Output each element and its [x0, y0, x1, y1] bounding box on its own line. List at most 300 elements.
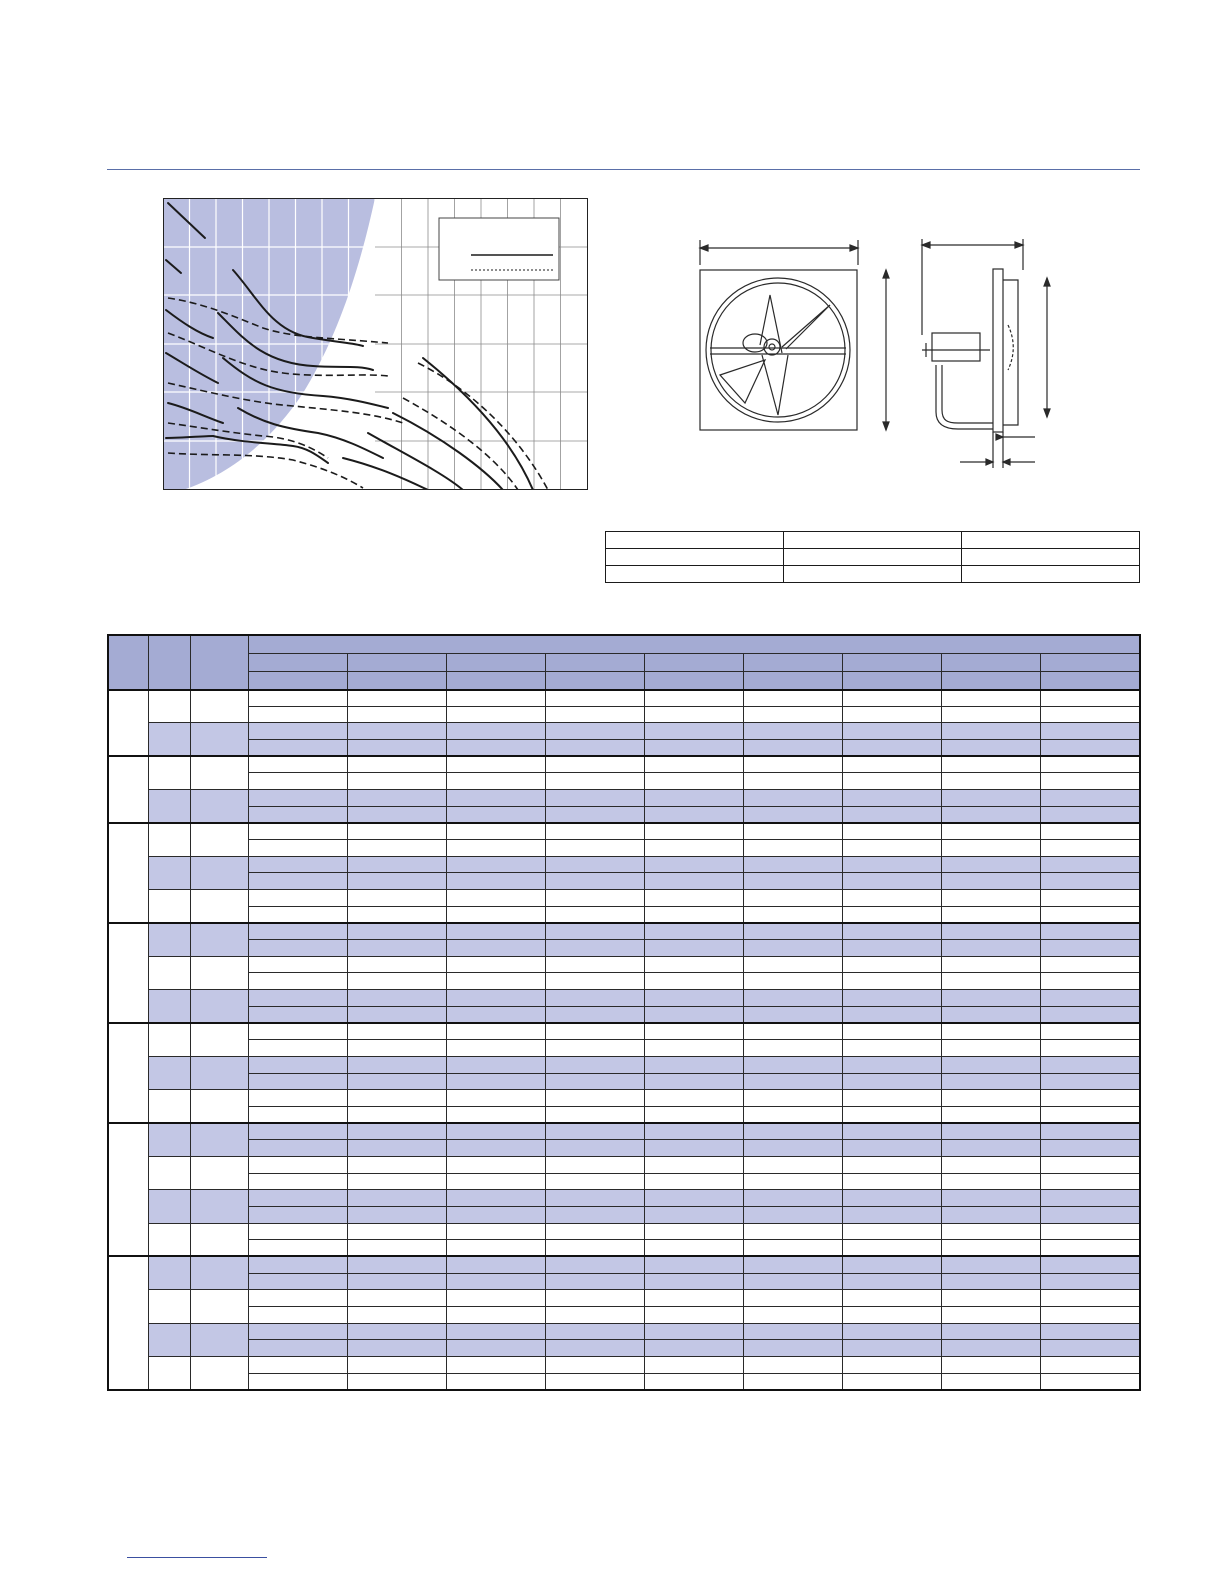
table-cell — [743, 890, 842, 907]
table-cell — [743, 973, 842, 990]
table-cell — [347, 1273, 446, 1290]
subgroup-cell — [148, 690, 190, 723]
table-cell — [446, 856, 545, 873]
table-cell — [347, 1040, 446, 1057]
table-cell — [1040, 906, 1140, 923]
table-cell — [743, 806, 842, 823]
table-cell — [941, 1040, 1040, 1057]
table-cell — [446, 1040, 545, 1057]
table-row — [108, 1256, 1140, 1273]
table-cell — [941, 773, 1040, 790]
subgroup-cell — [148, 1023, 190, 1056]
table-cell — [1040, 740, 1140, 757]
table-header-row — [108, 653, 1140, 671]
table-cell — [941, 1173, 1040, 1190]
table-cell — [446, 1356, 545, 1373]
table-cell — [842, 1323, 941, 1340]
front-view-drawing — [700, 240, 889, 430]
table-cell — [842, 1340, 941, 1357]
table-row — [108, 856, 1140, 873]
table-cell — [743, 1340, 842, 1357]
table-cell — [941, 1140, 1040, 1157]
table-cell — [446, 890, 545, 907]
group-cell — [108, 1023, 148, 1123]
table-row — [108, 1056, 1140, 1073]
table-cell — [347, 756, 446, 773]
table-cell — [941, 840, 1040, 857]
header-cell — [1040, 653, 1140, 671]
table-cell — [545, 906, 644, 923]
table-cell — [545, 1190, 644, 1207]
table-cell — [842, 1190, 941, 1207]
table-cell — [1040, 1323, 1140, 1340]
table-row — [108, 706, 1140, 723]
table-cell — [248, 956, 347, 973]
subgroup-cell — [190, 1190, 248, 1223]
table-cell — [545, 723, 644, 740]
table-cell — [248, 1290, 347, 1307]
table-cell — [446, 873, 545, 890]
table-row — [108, 1073, 1140, 1090]
table-cell — [347, 1356, 446, 1373]
table-cell — [743, 1140, 842, 1157]
table-cell — [842, 956, 941, 973]
table-cell — [248, 1140, 347, 1157]
header-cell — [743, 671, 842, 689]
table-row — [108, 1040, 1140, 1057]
table-cell — [743, 1240, 842, 1257]
table-cell — [644, 1240, 743, 1257]
table-cell — [842, 773, 941, 790]
table-cell — [248, 823, 347, 840]
table-cell — [1040, 1073, 1140, 1090]
table-cell — [842, 706, 941, 723]
table-cell — [842, 1306, 941, 1323]
table-cell — [842, 1140, 941, 1157]
header-cell — [347, 653, 446, 671]
table-row — [108, 823, 1140, 840]
table-cell — [842, 840, 941, 857]
table-cell — [1040, 823, 1140, 840]
table-cell — [1040, 1206, 1140, 1223]
table-cell — [962, 566, 1140, 583]
table-cell — [842, 1206, 941, 1223]
table-cell — [347, 1173, 446, 1190]
table-cell — [1040, 1140, 1140, 1157]
group-cell — [108, 756, 148, 823]
table-cell — [545, 1123, 644, 1140]
subgroup-cell — [148, 1123, 190, 1156]
table-cell — [842, 1023, 941, 1040]
table-row — [108, 690, 1140, 707]
subgroup-cell — [190, 856, 248, 889]
table-row — [108, 973, 1140, 990]
header-cell — [545, 671, 644, 689]
table-cell — [347, 856, 446, 873]
table-cell — [644, 690, 743, 707]
table-cell — [347, 1023, 446, 1040]
table-cell — [545, 990, 644, 1007]
table-cell — [743, 790, 842, 807]
table-cell — [248, 690, 347, 707]
table-cell — [1040, 1190, 1140, 1207]
table-cell — [784, 532, 962, 549]
table-cell — [644, 756, 743, 773]
subgroup-cell — [190, 790, 248, 823]
table-cell — [248, 890, 347, 907]
header-cell — [1040, 671, 1140, 689]
subgroup-cell — [148, 1056, 190, 1089]
table-cell — [743, 1306, 842, 1323]
table-cell — [248, 873, 347, 890]
table-cell — [743, 1023, 842, 1040]
table-cell — [644, 1156, 743, 1173]
table-cell — [941, 1240, 1040, 1257]
table-cell — [248, 723, 347, 740]
table-cell — [347, 1056, 446, 1073]
dimensions-table-row — [606, 532, 1140, 549]
table-cell — [545, 956, 644, 973]
group-cell — [108, 1256, 148, 1390]
subgroup-cell — [148, 990, 190, 1023]
table-cell — [743, 1056, 842, 1073]
table-cell — [446, 1240, 545, 1257]
table-cell — [941, 990, 1040, 1007]
table-cell — [248, 1256, 347, 1273]
table-row — [108, 906, 1140, 923]
header-cell — [446, 653, 545, 671]
table-cell — [743, 706, 842, 723]
table-cell — [743, 1356, 842, 1373]
table-cell — [941, 1306, 1040, 1323]
table-cell — [248, 1040, 347, 1057]
table-cell — [545, 1340, 644, 1357]
header-cell — [743, 653, 842, 671]
table-cell — [743, 1123, 842, 1140]
dimensions-table — [605, 531, 1140, 583]
table-cell — [941, 1256, 1040, 1273]
table-cell — [941, 1373, 1040, 1390]
table-row — [108, 1290, 1140, 1307]
header-cell — [148, 635, 190, 690]
table-cell — [1040, 1090, 1140, 1107]
table-row — [108, 723, 1140, 740]
table-cell — [248, 940, 347, 957]
table-cell — [743, 856, 842, 873]
table-cell — [446, 956, 545, 973]
table-cell — [1040, 1056, 1140, 1073]
table-cell — [545, 1173, 644, 1190]
table-cell — [842, 1106, 941, 1123]
subgroup-cell — [190, 1023, 248, 1056]
subgroup-cell — [148, 1090, 190, 1123]
table-cell — [941, 1206, 1040, 1223]
table-cell — [644, 1190, 743, 1207]
subgroup-cell — [148, 1190, 190, 1223]
subgroup-cell — [190, 723, 248, 756]
table-cell — [248, 1156, 347, 1173]
table-cell — [743, 1323, 842, 1340]
table-cell — [446, 973, 545, 990]
group-cell — [108, 690, 148, 757]
table-cell — [941, 823, 1040, 840]
table-cell — [545, 1240, 644, 1257]
table-cell — [446, 1156, 545, 1173]
table-cell — [1040, 773, 1140, 790]
table-cell — [743, 1173, 842, 1190]
table-cell — [644, 1123, 743, 1140]
group-cell — [108, 823, 148, 923]
table-cell — [743, 873, 842, 890]
footer-rule — [127, 1557, 267, 1558]
table-row — [108, 1173, 1140, 1190]
subgroup-cell — [148, 890, 190, 923]
header-cell — [941, 671, 1040, 689]
table-cell — [784, 566, 962, 583]
table-cell — [1040, 1173, 1140, 1190]
table-cell — [941, 906, 1040, 923]
table-row — [108, 1240, 1140, 1257]
table-row — [108, 1356, 1140, 1373]
table-cell — [941, 1190, 1040, 1207]
table-cell — [347, 773, 446, 790]
table-cell — [842, 906, 941, 923]
table-cell — [545, 973, 644, 990]
table-cell — [1040, 1290, 1140, 1307]
table-cell — [347, 806, 446, 823]
subgroup-cell — [148, 856, 190, 889]
table-cell — [248, 773, 347, 790]
table-cell — [644, 790, 743, 807]
table-row — [108, 1123, 1140, 1140]
table-cell — [842, 823, 941, 840]
table-cell — [842, 1290, 941, 1307]
table-cell — [248, 906, 347, 923]
table-cell — [347, 1190, 446, 1207]
table-cell — [743, 1206, 842, 1223]
table-cell — [941, 956, 1040, 973]
table-cell — [842, 756, 941, 773]
table-cell — [446, 1106, 545, 1123]
table-cell — [1040, 1156, 1140, 1173]
table-cell — [1040, 923, 1140, 940]
table-cell — [644, 1290, 743, 1307]
table-cell — [347, 1290, 446, 1307]
table-cell — [644, 1040, 743, 1057]
table-cell — [545, 806, 644, 823]
table-cell — [248, 756, 347, 773]
table-cell — [1040, 1256, 1140, 1273]
table-cell — [248, 990, 347, 1007]
table-cell — [941, 1073, 1040, 1090]
table-cell — [347, 1006, 446, 1023]
table-cell — [644, 1140, 743, 1157]
table-cell — [644, 1340, 743, 1357]
table-cell — [446, 690, 545, 707]
table-cell — [446, 1140, 545, 1157]
subgroup-cell — [190, 823, 248, 856]
table-cell — [347, 1256, 446, 1273]
table-cell — [446, 1306, 545, 1323]
table-cell — [743, 1090, 842, 1107]
table-cell — [446, 773, 545, 790]
table-cell — [347, 1206, 446, 1223]
table-cell — [644, 840, 743, 857]
subgroup-cell — [190, 1290, 248, 1323]
table-cell — [743, 756, 842, 773]
group-cell — [108, 1123, 148, 1256]
table-cell — [842, 1040, 941, 1057]
table-cell — [644, 1006, 743, 1023]
table-cell — [545, 1306, 644, 1323]
table-cell — [644, 1223, 743, 1240]
table-cell — [644, 773, 743, 790]
table-cell — [743, 840, 842, 857]
table-cell — [347, 706, 446, 723]
table-cell — [743, 990, 842, 1007]
table-cell — [446, 1273, 545, 1290]
table-cell — [941, 940, 1040, 957]
table-cell — [743, 956, 842, 973]
table-cell — [446, 1290, 545, 1307]
table-cell — [842, 723, 941, 740]
table-cell — [545, 690, 644, 707]
table-row — [108, 1223, 1140, 1240]
table-cell — [842, 1240, 941, 1257]
table-cell — [941, 1340, 1040, 1357]
subgroup-cell — [148, 1156, 190, 1189]
header-cell — [248, 635, 1140, 653]
subgroup-cell — [148, 1290, 190, 1323]
table-cell — [347, 940, 446, 957]
table-cell — [1040, 956, 1140, 973]
side-view-drawing — [922, 239, 1050, 468]
table-cell — [743, 1073, 842, 1090]
table-cell — [1040, 940, 1140, 957]
table-cell — [347, 1156, 446, 1173]
table-cell — [842, 1073, 941, 1090]
table-cell — [1040, 756, 1140, 773]
table-cell — [545, 1040, 644, 1057]
table-cell — [248, 1273, 347, 1290]
table-row — [108, 1090, 1140, 1107]
table-cell — [644, 890, 743, 907]
table-cell — [446, 1056, 545, 1073]
table-cell — [842, 873, 941, 890]
table-cell — [842, 806, 941, 823]
header-cell — [545, 653, 644, 671]
table-cell — [347, 1223, 446, 1240]
table-cell — [1040, 873, 1140, 890]
table-cell — [248, 1023, 347, 1040]
table-cell — [644, 1256, 743, 1273]
table-cell — [941, 873, 1040, 890]
table-cell — [1040, 790, 1140, 807]
table-cell — [606, 532, 784, 549]
table-cell — [842, 1356, 941, 1373]
table-cell — [941, 790, 1040, 807]
performance-spec-table — [107, 634, 1141, 1391]
subgroup-cell — [148, 823, 190, 856]
table-cell — [1040, 706, 1140, 723]
table-cell — [347, 923, 446, 940]
subgroup-cell — [190, 1323, 248, 1356]
table-cell — [446, 1073, 545, 1090]
table-cell — [347, 956, 446, 973]
table-cell — [545, 1323, 644, 1340]
table-row — [108, 1006, 1140, 1023]
subgroup-cell — [148, 1356, 190, 1390]
performance-chart — [163, 198, 588, 490]
table-cell — [248, 1323, 347, 1340]
table-cell — [545, 1106, 644, 1123]
table-cell — [743, 1156, 842, 1173]
table-cell — [1040, 1306, 1140, 1323]
table-cell — [248, 1340, 347, 1357]
dimensions-table-row — [606, 566, 1140, 583]
table-row — [108, 790, 1140, 807]
table-cell — [248, 740, 347, 757]
table-cell — [347, 973, 446, 990]
table-cell — [347, 840, 446, 857]
table-cell — [545, 823, 644, 840]
header-cell — [644, 653, 743, 671]
table-cell — [842, 973, 941, 990]
table-cell — [743, 823, 842, 840]
table-cell — [941, 1106, 1040, 1123]
table-cell — [446, 1123, 545, 1140]
header-cell — [248, 653, 347, 671]
table-cell — [941, 806, 1040, 823]
table-cell — [1040, 890, 1140, 907]
table-cell — [545, 1223, 644, 1240]
table-cell — [446, 723, 545, 740]
table-cell — [545, 1356, 644, 1373]
table-cell — [644, 723, 743, 740]
table-row — [108, 873, 1140, 890]
subgroup-cell — [190, 1090, 248, 1123]
table-cell — [842, 1373, 941, 1390]
table-row — [108, 1023, 1140, 1040]
table-row — [108, 740, 1140, 757]
table-cell — [941, 890, 1040, 907]
table-cell — [248, 706, 347, 723]
table-cell — [962, 549, 1140, 566]
table-cell — [644, 873, 743, 890]
table-cell — [842, 1256, 941, 1273]
table-cell — [248, 1356, 347, 1373]
subgroup-cell — [148, 923, 190, 956]
table-row — [108, 1106, 1140, 1123]
table-cell — [842, 990, 941, 1007]
table-cell — [606, 566, 784, 583]
table-cell — [941, 1006, 1040, 1023]
table-cell — [545, 1090, 644, 1107]
header-cell — [842, 653, 941, 671]
table-cell — [941, 1223, 1040, 1240]
table-cell — [1040, 690, 1140, 707]
subgroup-cell — [148, 723, 190, 756]
table-row — [108, 1140, 1140, 1157]
table-cell — [644, 1273, 743, 1290]
table-row — [108, 806, 1140, 823]
table-cell — [842, 1223, 941, 1240]
table-cell — [1040, 1223, 1140, 1240]
table-cell — [248, 1190, 347, 1207]
table-cell — [545, 1373, 644, 1390]
table-cell — [446, 1006, 545, 1023]
chart-legend — [439, 218, 559, 280]
